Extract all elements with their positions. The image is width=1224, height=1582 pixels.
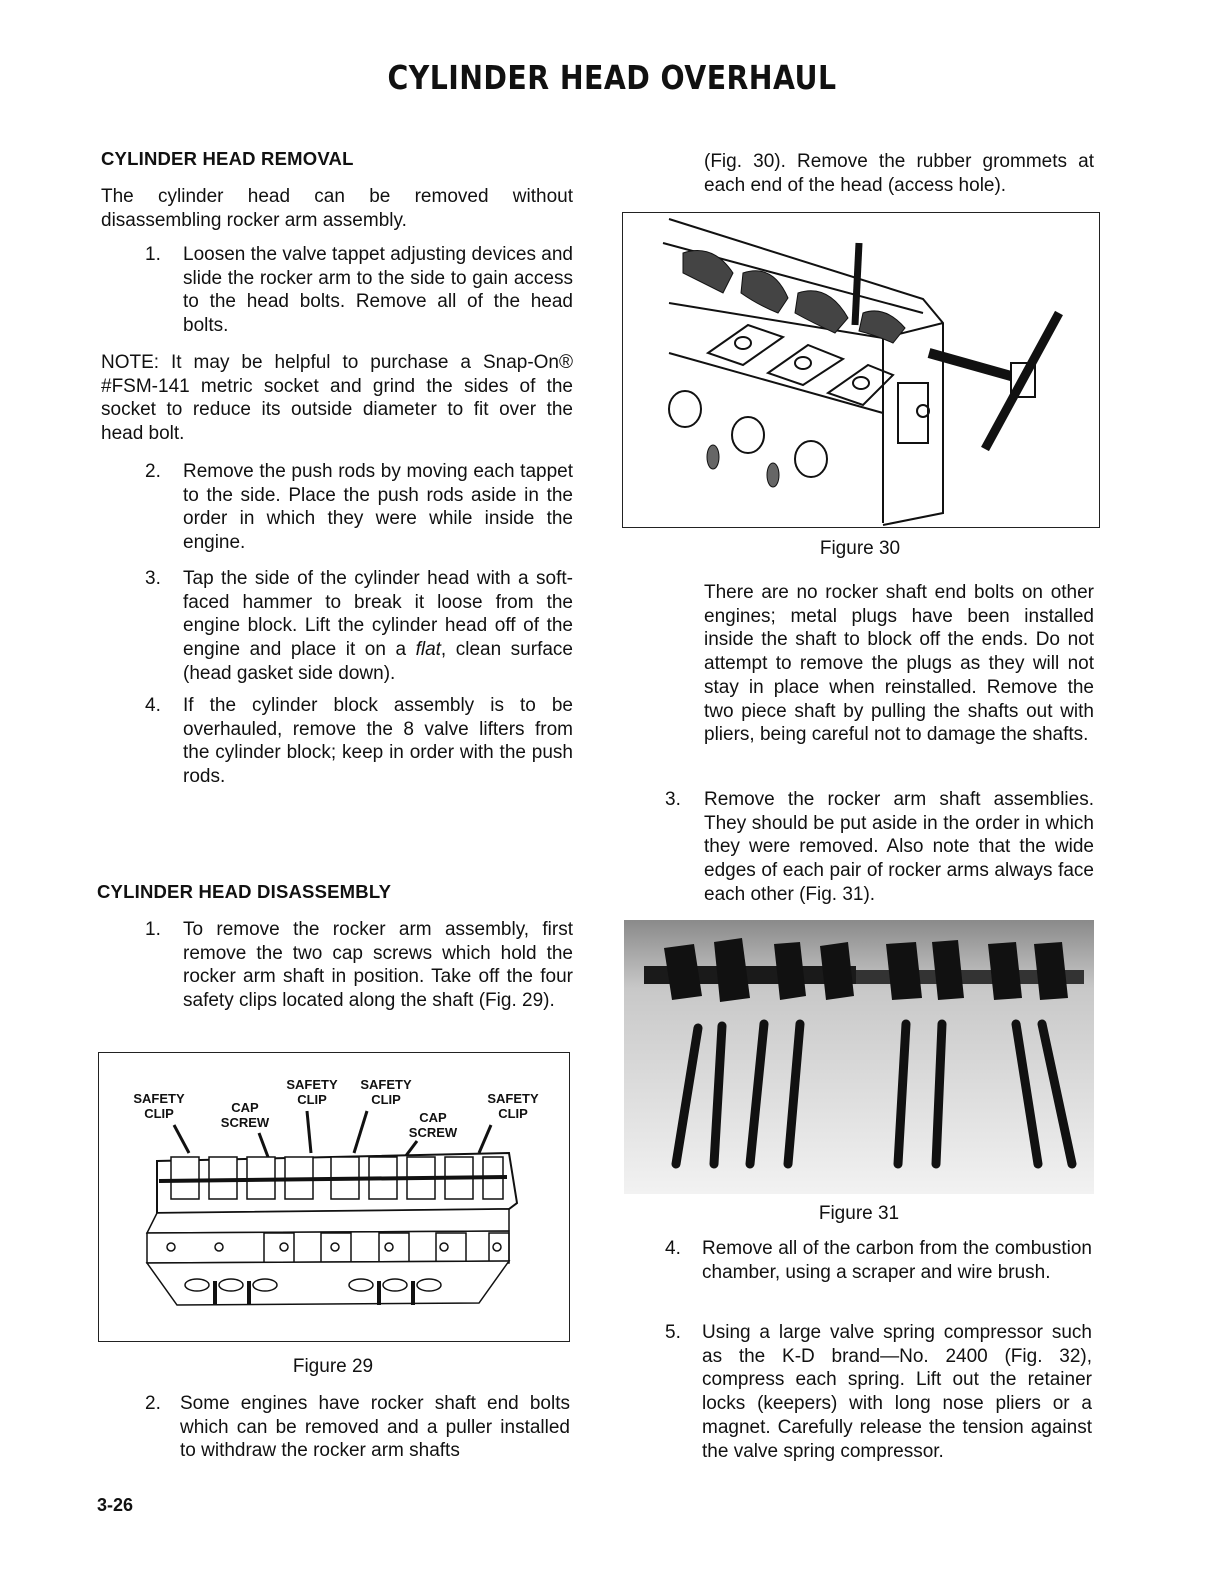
figure-30-caption: Figure 30 [819,538,901,559]
step-text: If the cylinder block assembly is to be overhauled, remove the 8 valve lifters from the cylinder block; keep in order with the push rods. [183,695,573,788]
step-number: 1. [145,244,161,265]
figure-30 [622,212,1100,528]
emphasis-flat: flat [415,639,441,661]
label-cap: CAP [231,1100,259,1115]
step-text: Loosen the valve tappet adjusting devices and slide the rocker arm to the side to gain access to the head bolts. Remove all of the head bolts. [183,244,573,337]
step-text: To remove the rocker arm assembly, first remove the two cap screws which hold the rocker arm shaft in position. Take off the four safety clips located along the shaft (Fig. 29). [183,919,573,1012]
figure-31-caption: Figure 31 [818,1203,900,1224]
step-number: 3. [665,789,681,810]
rocker-shaft-puller-illustration [623,213,1099,527]
label-screw: SCREW [220,1115,270,1130]
label-clip: CLIP [297,1092,327,1107]
label-safety: SAFETY [133,1091,185,1106]
step-number: 2. [145,1393,161,1414]
removal-intro: The cylinder head can be removed without disassembling rocker arm assembly. [101,186,573,231]
label-cap: CAP [419,1110,447,1125]
step-number: 4. [145,695,161,716]
label-screw: SCREW [408,1125,458,1140]
list-item [145,694,573,790]
step-number: 5. [665,1322,681,1343]
figure-29-caption: Figure 29 [292,1356,374,1377]
label-clip: CLIP [371,1092,401,1107]
step-text: Remove all of the carbon from the combustion chamber, using a scraper and wire brush. [702,1238,1092,1283]
figure-31 [624,920,1094,1194]
step-number: 4. [665,1238,681,1259]
cylinder-head-top-view [99,1053,569,1341]
step-text: Remove the rocker arm shaft assemblies. They should be put aside in the order in which they were removed. Also note that the wide edges of each pair of rocker arms always face each other (Fig. 31). [704,789,1094,905]
list-item [665,1237,1094,1309]
list-item [145,1392,573,1464]
rocker-arm-shaft-photo [624,920,1094,1194]
section-heading-disassembly: CYLINDER HEAD DISASSEMBLY [97,881,392,902]
list-item [145,918,573,1038]
label-safety: SAFETY [286,1077,338,1092]
list-item [145,460,573,556]
section-heading-removal: CYLINDER HEAD REMOVAL [101,148,354,169]
list-item [145,243,573,339]
step-number: 1. [145,919,161,940]
step-text: Remove the push rods by moving each tappet to the side. Place the push rods aside in the order in which they were while inside the engine. [183,461,573,554]
label-clip: CLIP [498,1106,528,1121]
list-item [665,1321,1094,1465]
end-bolts-paragraph: There are no rocker shaft end bolts on other engines; metal plugs have been installed inside the shaft to block off the ends. Do not attempt to remove the plugs as they will not stay in place when reinstalled. Remove the two piece shaft by pulling the shafts out with pliers, being careful not to damage the shafts. [704,582,1094,746]
step-number: 3. [145,568,161,589]
continued-text: (Fig. 30). Remove the rubber grommets at each end of the head (access hole). [704,151,1094,196]
step-number: 2. [145,461,161,482]
page-title: CYLINDER HEAD OVERHAUL [387,58,837,97]
figure-29 [98,1052,570,1342]
label-clip: CLIP [144,1106,174,1121]
note-text: NOTE: It may be helpful to purchase a Snap-On® #FSM-141 metric socket and grind the sides of the socket to reduce its outside diameter to fit over the head bolt. [101,352,573,445]
list-item [145,567,573,687]
page-number: 3-26 [97,1495,134,1515]
list-item [665,788,1094,908]
label-safety: SAFETY [360,1077,412,1092]
step-text: Tap the side of the cylinder head with a soft-faced hammer to break it loose from the engine block. Lift the cylinder head off of the engine and place it on a flat, clean surface (head gasket side down). [183,568,573,684]
label-safety: SAFETY [487,1091,539,1106]
step-text: Some engines have rocker shaft end bolts which can be removed and a puller installed to withdraw the rocker arm shafts [180,1393,570,1462]
step-text: Using a large valve spring compressor such as the K-D brand—No. 2400 (Fig. 32), compress each spring. Lift out the retainer locks (keepers) with long nose pliers or a magnet. Carefully release the tension against the valve spring compressor. [702,1322,1092,1462]
